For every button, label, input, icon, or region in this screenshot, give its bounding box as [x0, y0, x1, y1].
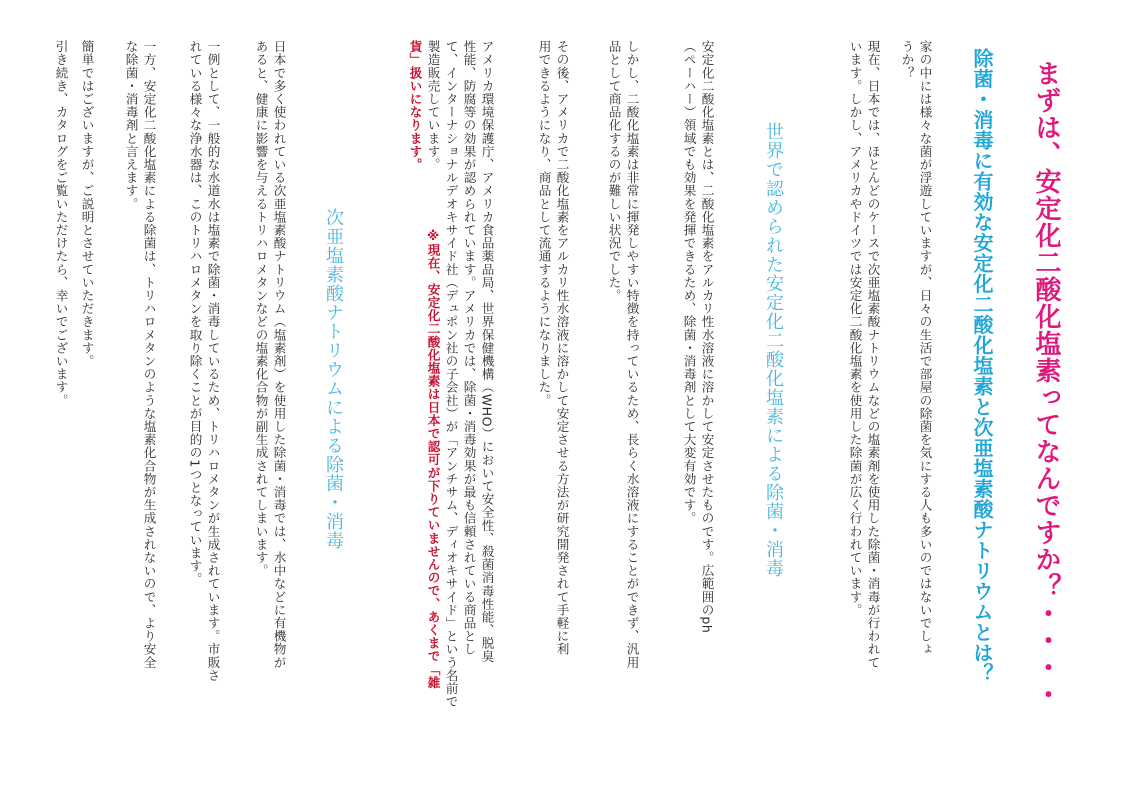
section2-para1-line-1: 日本で多く使われている次亜塩素酸ナトリウム（塩素剤）を使用した除菌・消毒では、水中などに有機物が — [271, 40, 287, 669]
section1-para4-line-1: アメリカ環境保護庁、アメリカ食品薬品局、世界保健機構（WHO）において安全性、殺菌消毒性能、脱臭 — [479, 40, 495, 663]
section1-para4-line-2: 性能、防腐等の効果が認められています。アメリカでは、除菌・消毒効果が最も信頼されている商品とし — [461, 40, 477, 656]
page-subtitle: 除菌・消毒に有効な安定化二酸化塩素と次亜塩素酸ナトリウムとは？ — [970, 48, 994, 684]
intro-line-4: います。しかし、アメリカやドイツでは安定化二酸化塩素を使用した除菌が広く行われています。 — [847, 40, 863, 617]
section1-para1-line-1: 安定化二酸化塩素とは、二酸化塩素をアルカリ性水溶液に溶かして安定させたものです。広範囲のph — [699, 40, 715, 634]
section1-note-line-2: 貨」扱いになります。 — [407, 40, 423, 171]
section2-para3-line-2: な除菌・消毒剤と言えます。 — [123, 40, 139, 211]
section1-para3-line-1: その後、アメリカで二酸化塩素をアルカリ性水溶液に溶かして安定させる方法が研究開発されて手軽に利 — [554, 40, 570, 656]
section1-para2-line-2: 品として商品化するのが難しい状況でした。 — [606, 40, 622, 302]
intro-line-2: うか？ — [899, 40, 915, 80]
section2-para2-line-2: れている様々な浄水器は、このトリハロメタンを取り除くことが目的の1つとなっています。 — [187, 40, 203, 586]
page-title: まずは、安定化二酸化塩素ってなんですか？・・・・ — [1031, 60, 1061, 708]
intro-line-3: 現在、日本では、ほとんどのケースで次亜塩素酸ナトリウムなどの塩素剤を使用した除菌・消毒が行われて — [865, 40, 881, 669]
closing-line-1: 簡単ではございますが、ご説明とさせていただきます。 — [79, 40, 95, 368]
section1-note-line-1: ※現在、安定化二酸化塩素は日本で認可が下りていませんので、あくまで「雑 — [425, 228, 441, 689]
section1-para4-line-3: て、インターナショナルデオキサイド社（デュポン社の子会社）が「アンチサム、ディオキサイド」という名前で — [443, 40, 459, 709]
section2-para2-line-1: 一例として、一般的な水道水は塩素で除菌・消毒しているため、トリハロメタンが生成されています。市販さ — [205, 40, 221, 682]
section1-para3-line-2: 用できるようになり、商品として流通するようになりました。 — [536, 40, 552, 407]
section1-heading: 世界で認められた安定化二酸化塩素による除菌・消毒 — [763, 122, 784, 578]
section1-para4-line-4: 製造販売しています。 — [425, 40, 441, 171]
section2-heading: 次亜塩素酸ナトリウムによる除菌・消毒 — [323, 208, 344, 550]
closing-line-2: 引き続き、カタログをご覧いただけたら、幸いでございます。 — [53, 40, 69, 407]
section1-para1-line-2: （ペーハー）領域でも効果を発揮できるため、除菌・消毒剤として大変有効です。 — [681, 40, 697, 525]
section2-para3-line-1: 一方、安定化二酸化塩素による除菌は、トリハロメタンのような塩素化合物が生成されないので、より安全 — [141, 40, 157, 669]
intro-line-1: 家の中には様々な菌が浮遊していますが、日々の生活で部屋の除菌を気にする人も多いのではないでしょ — [917, 40, 933, 656]
section1-para2-line-1: しかし、二酸化塩素は非常に揮発しやすい特徴を持っているため、長らく水溶液にすることができず、汎用 — [624, 40, 640, 669]
section2-para1-line-2: あると、健康に影響を与えるトリハロメタンなどの塩素化合物が副生成されてしまいます。 — [253, 40, 269, 578]
